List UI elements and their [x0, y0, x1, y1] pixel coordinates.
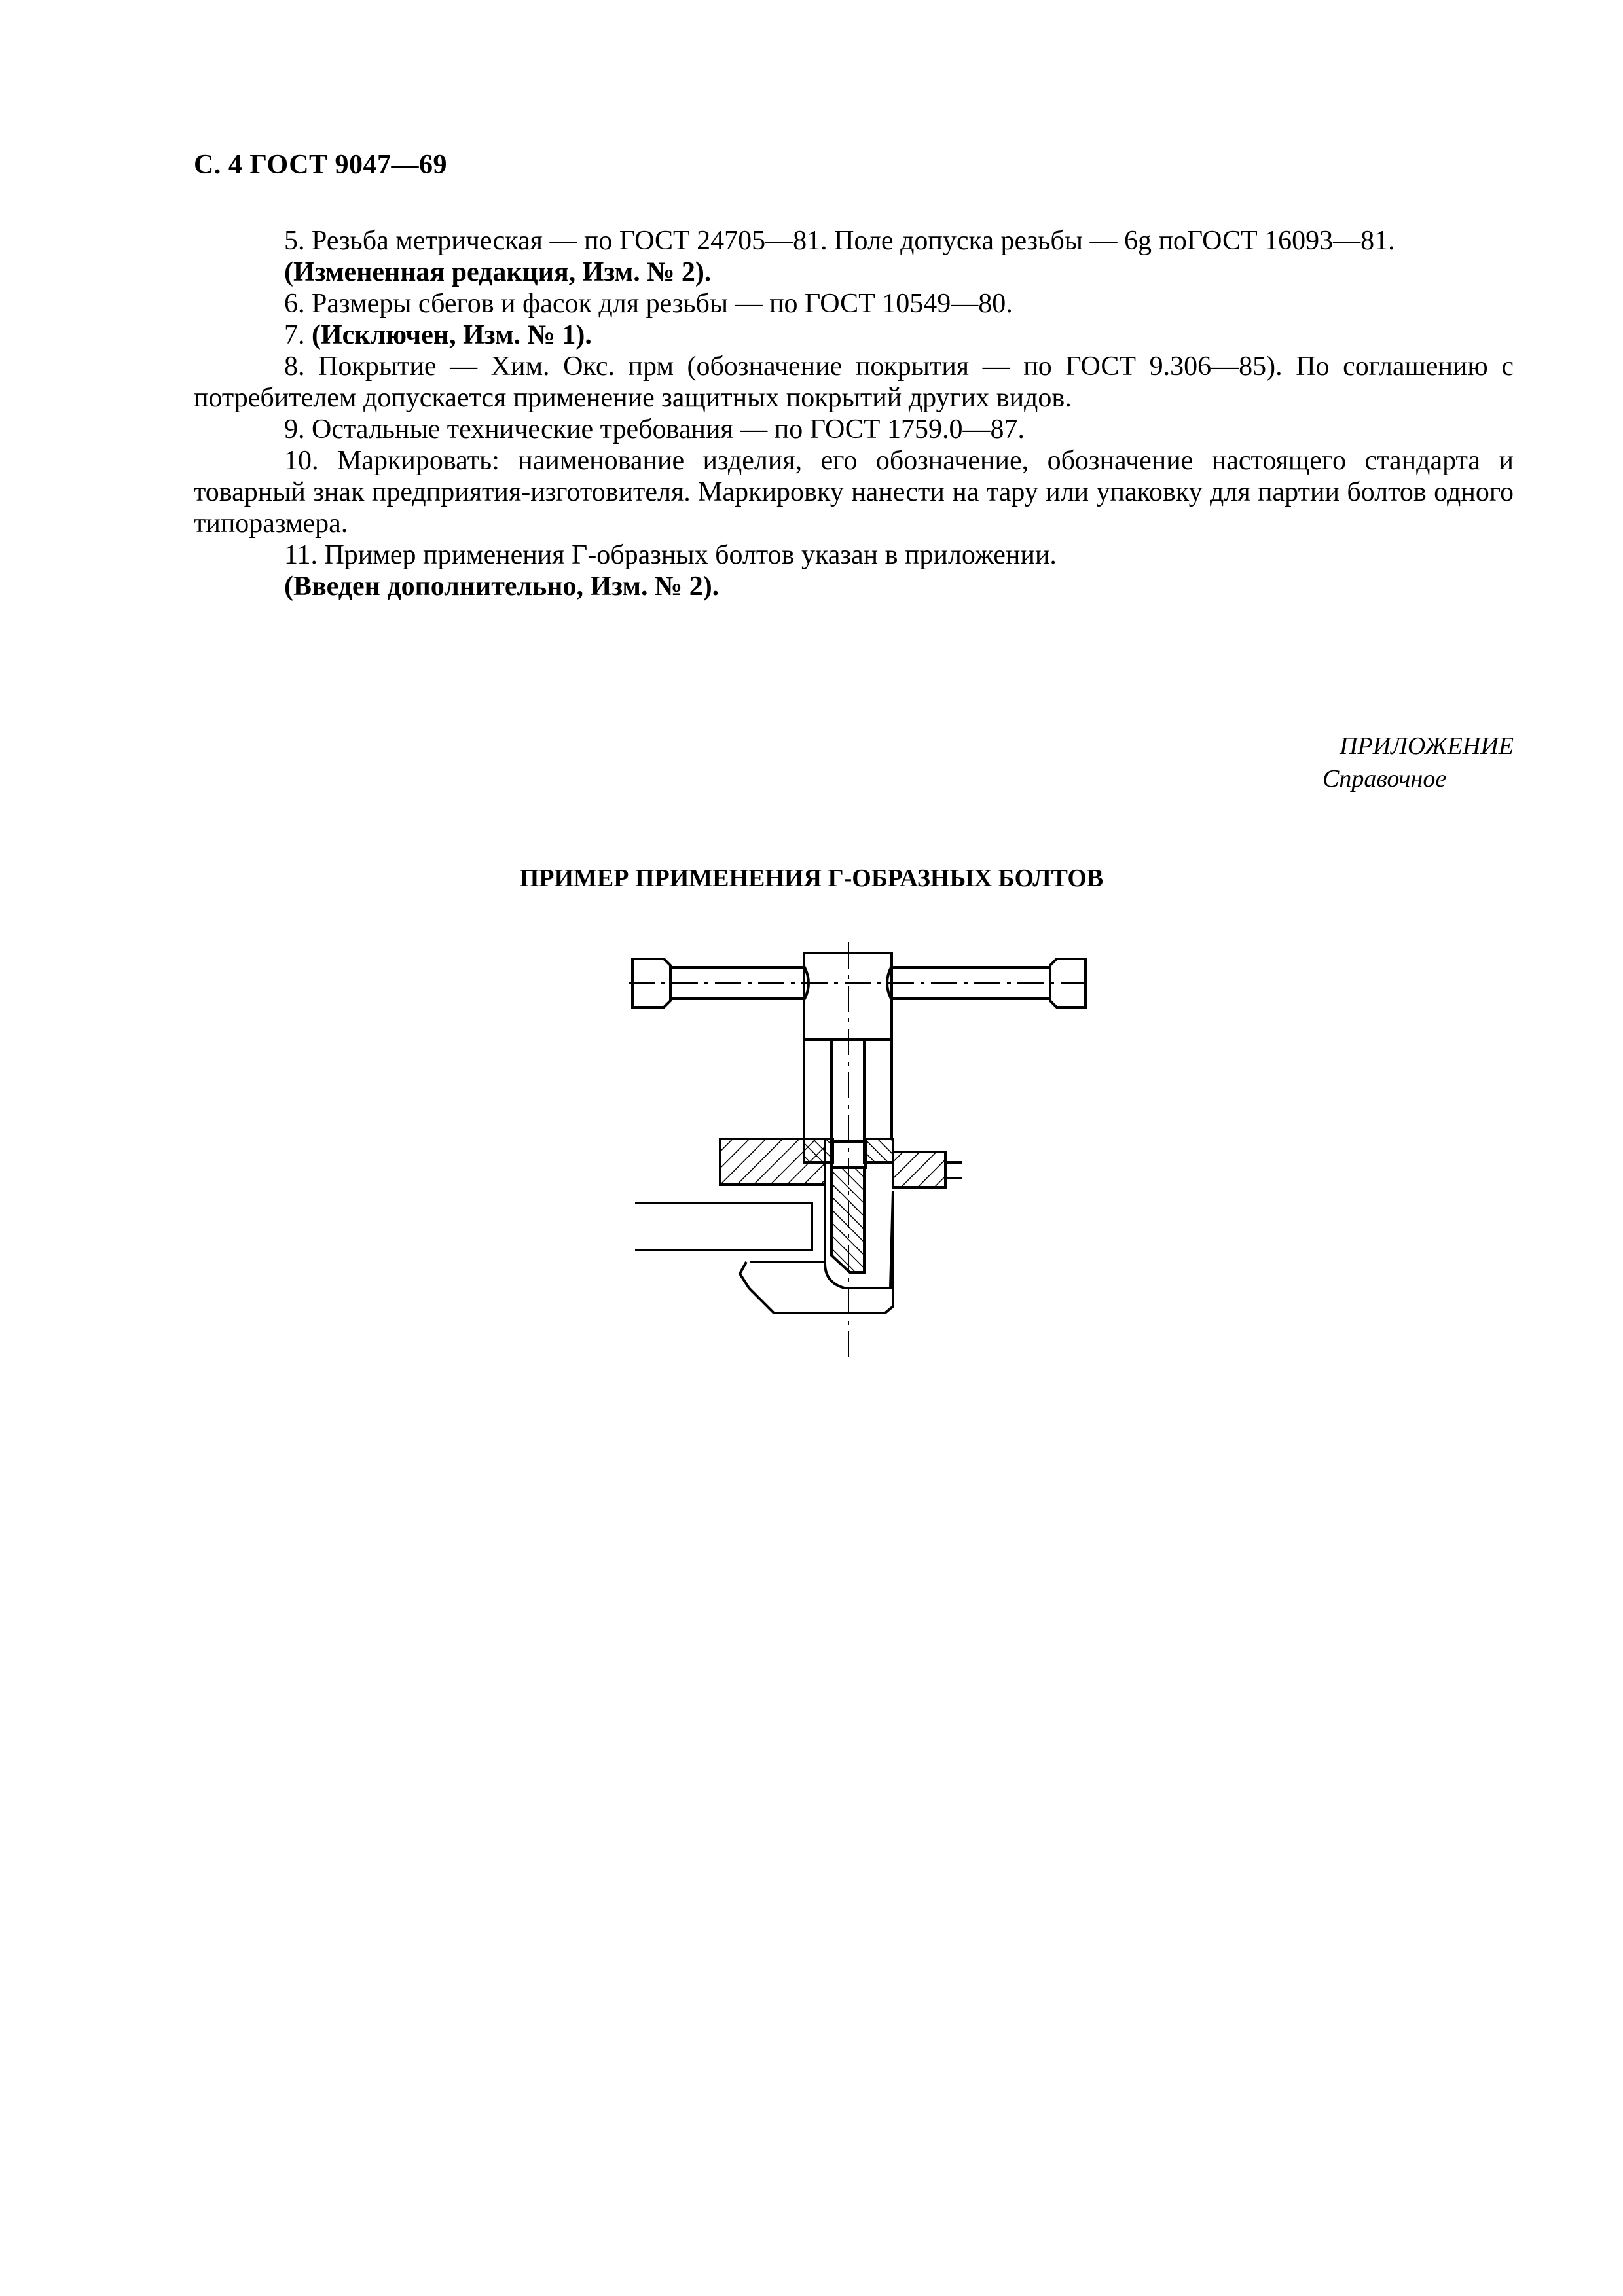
item-11: 11. Пример применения Г-образных болтов указан в приложении.	[284, 540, 1057, 570]
plate-right	[893, 1152, 945, 1187]
item-5: 5. Резьба метрическая — по ГОСТ 24705—81. Поле допуска резьбы — 6g поГОСТ 16093—81.	[284, 226, 1395, 256]
item-10: 10. Маркировать: наименование изделия, его обозначение, обозначение настоящего стандарта и товарный знак предприятия-изготовителя. Маркировку нанести на тару или упаковку для партии болтов одного типоразмера.	[194, 446, 1514, 539]
bolt-hook	[740, 1191, 893, 1313]
appendix-label	[1277, 730, 1514, 795]
item-7-amendment: (Исключен, Изм. № 1).	[312, 320, 592, 350]
item-11-amendment: (Введен дополнительно, Изм. № 2).	[284, 571, 720, 601]
item-7-number: 7.	[284, 320, 312, 350]
figure-title: ПРИМЕР ПРИМЕНЕНИЯ Г-ОБРАЗНЫХ БОЛТОВ	[519, 865, 1104, 892]
item-9: 9. Остальные технические требования — по ГОСТ 1759.0—87.	[284, 414, 1025, 444]
requirements-list	[194, 225, 1514, 602]
item-5-amendment: (Измененная редакция, Изм. № 2).	[284, 257, 712, 287]
appendix-type: Справочное	[1322, 765, 1447, 793]
page-header: С. 4 ГОСТ 9047—69	[194, 150, 448, 180]
workpiece	[635, 1203, 812, 1250]
washer	[804, 1139, 833, 1162]
bolt-drawing	[629, 942, 1087, 1361]
item-7	[194, 319, 1514, 351]
item-8: 8. Покрытие — Хим. Окс. прм (обозначение покрытия — по ГОСТ 9.306—85). По соглашению с потребителем допускается применение защитных покрытий других видов.	[194, 351, 1514, 413]
item-6: 6. Размеры сбегов и фасок для резьбы — по ГОСТ 10549—80.	[284, 289, 1013, 319]
appendix-title: ПРИЛОЖЕНИЕ	[1340, 732, 1514, 760]
